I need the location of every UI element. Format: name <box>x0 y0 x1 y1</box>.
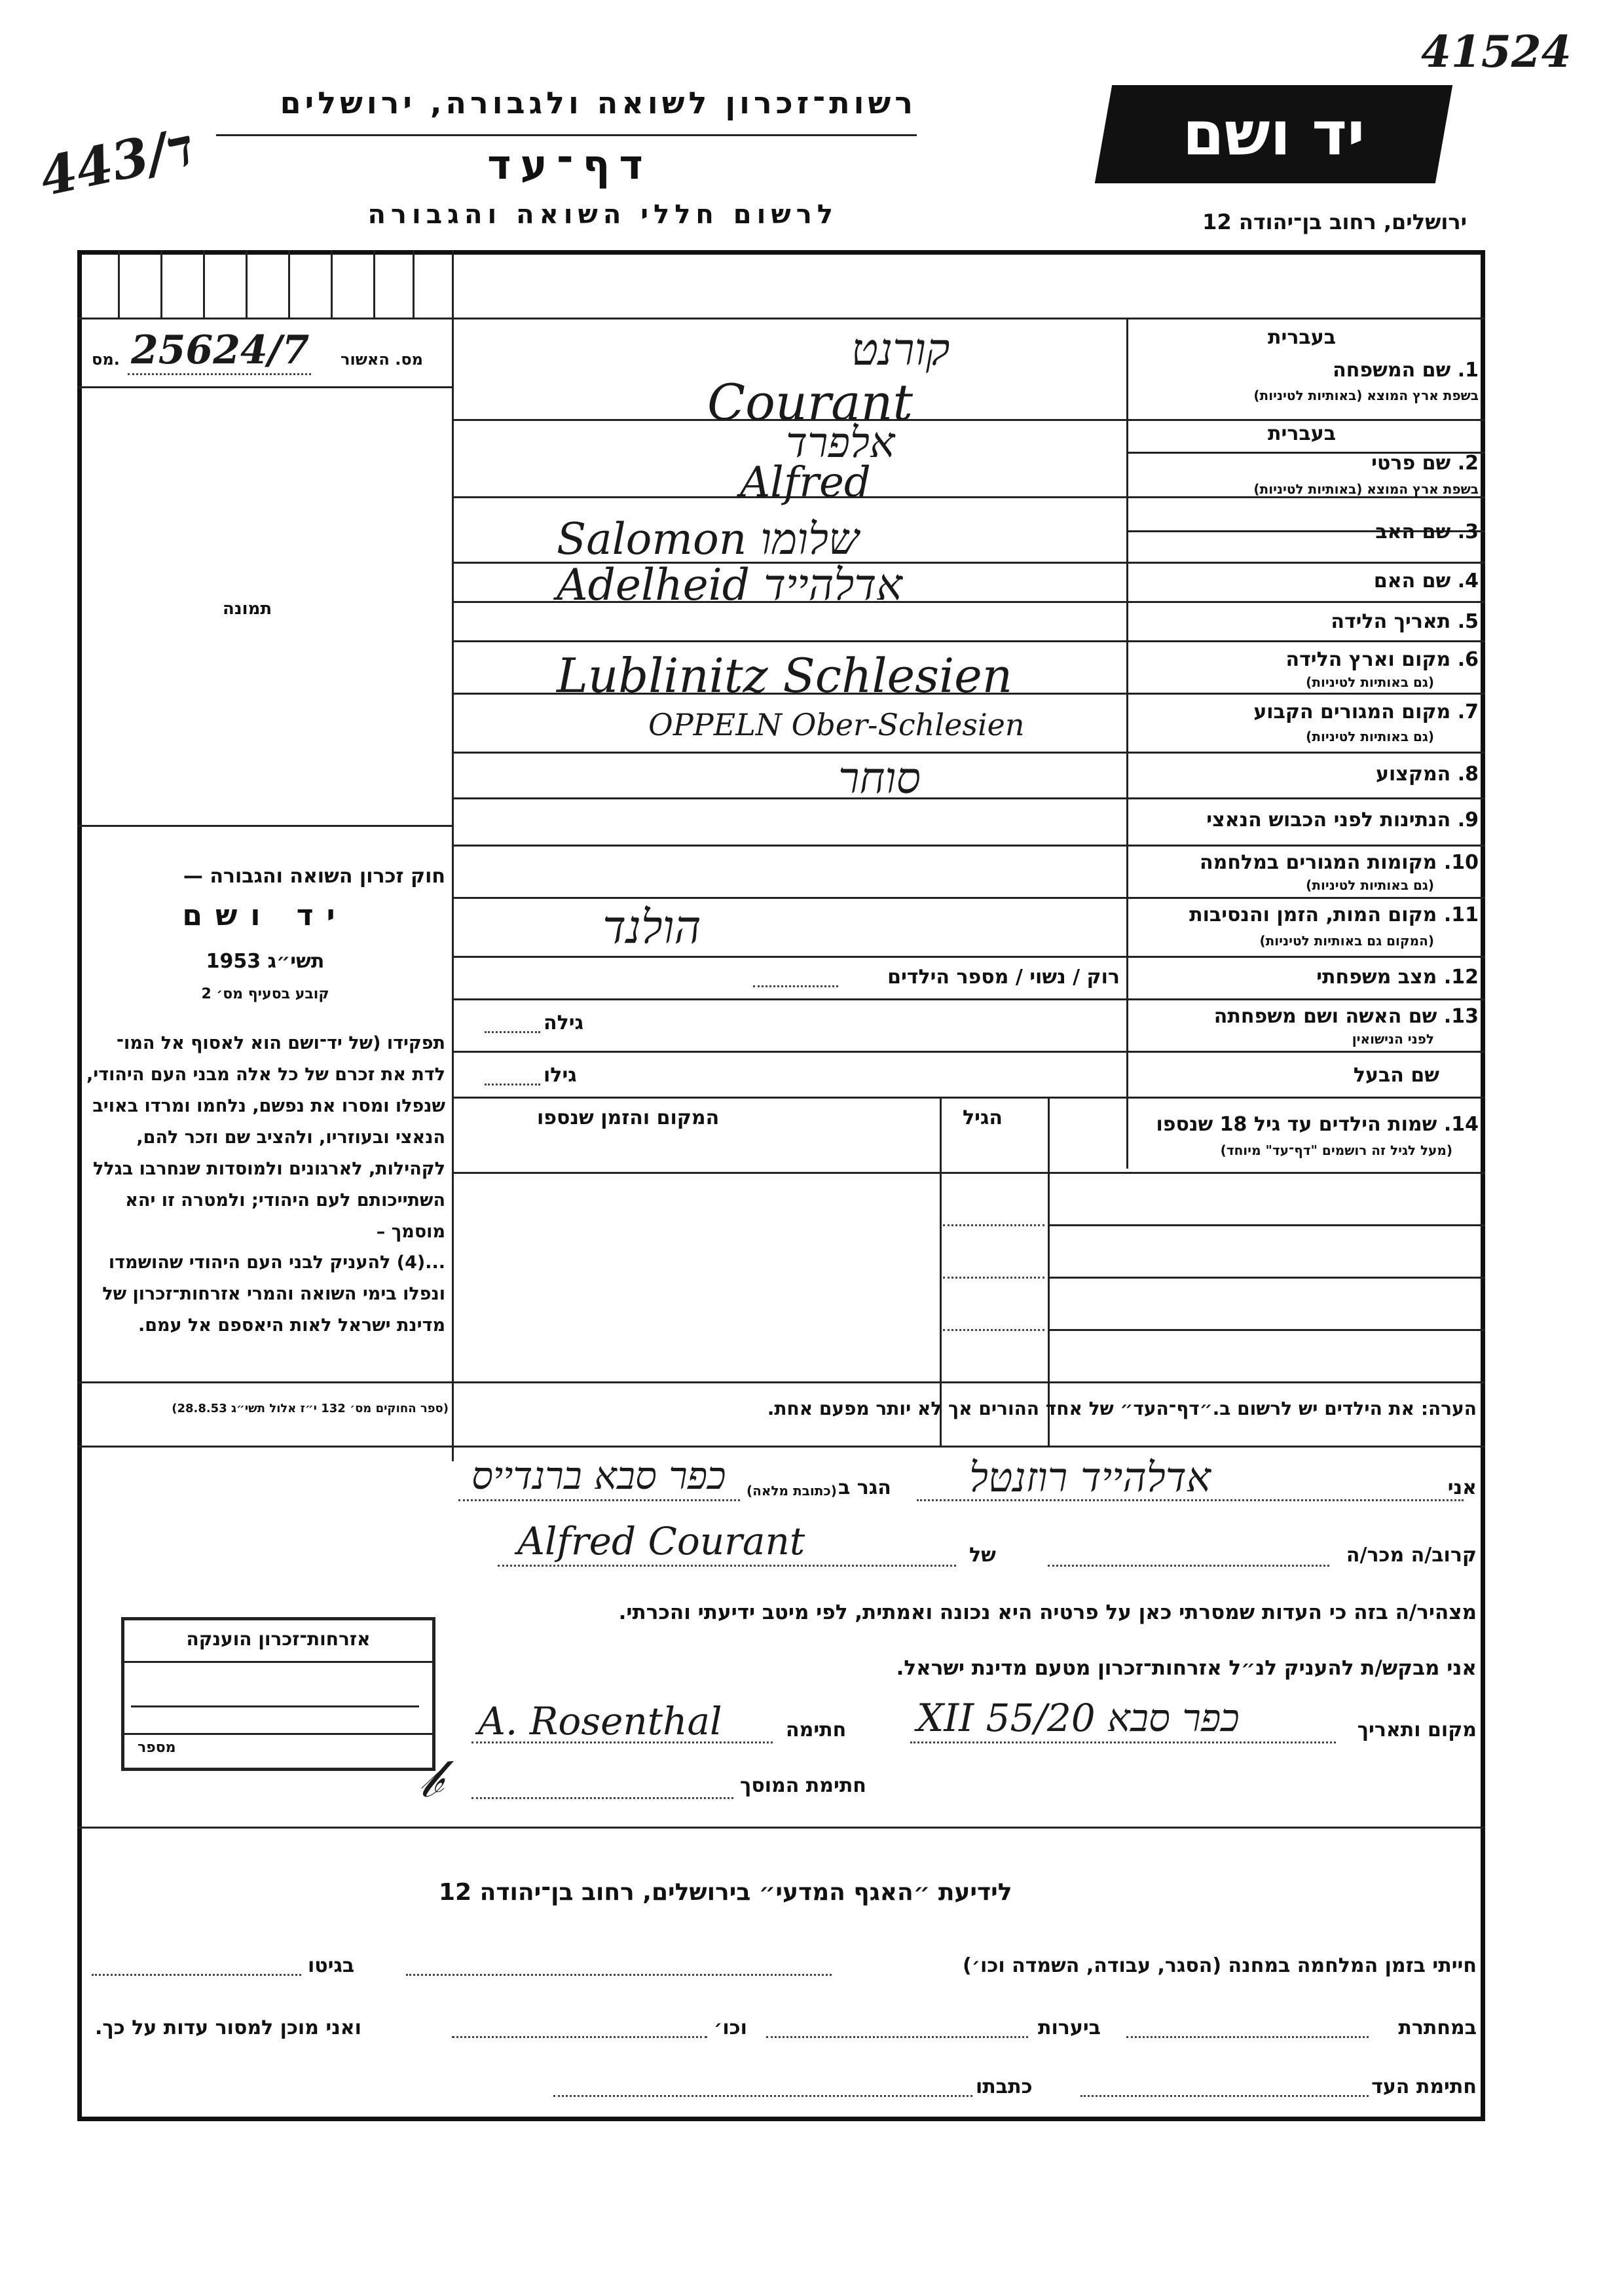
relative-label: קרוב/ה מכר/ה <box>1346 1544 1477 1567</box>
field-11-label <box>1189 903 1479 926</box>
signature-value: A. Rosenthal <box>478 1699 722 1743</box>
law-year: תשי״ג 1953 <box>206 950 325 973</box>
declarant-address: כפר סבא ברנדייס <box>471 1453 726 1498</box>
archive-number-top-left: 443/ד <box>34 115 200 208</box>
field-1-num: 1. <box>1457 359 1479 382</box>
field-1-latin-value: Courant <box>707 373 913 431</box>
field-2-num: 2. <box>1457 452 1479 475</box>
law-title: חוק זכרון השואה והגבורה — <box>183 865 445 888</box>
marital-status-options: רוק / נשוי / מספר הילדים <box>887 966 1120 989</box>
field-6-value: Lublinitz Schlesien <box>557 648 1013 703</box>
children-age-header: הגיל <box>963 1106 1003 1129</box>
receipt-label: מס. האשור <box>341 350 423 369</box>
archive-number-top-right: 41524 <box>1421 26 1572 77</box>
field-10-label <box>1200 851 1479 874</box>
receipt-number: 25624/7 <box>131 327 310 373</box>
field-11-value: הולנד <box>602 900 701 954</box>
field-5-text: תאריך הלידה <box>1331 610 1451 633</box>
field-4-label <box>1374 570 1479 592</box>
statement-1: מצהיר/ה בזה כי העדות שמסרתי כאן על פרטיה היא נכונה ואמתית, לפי מיטב ידיעתי והכרתי. <box>618 1601 1477 1624</box>
receipt-no-label: מס. <box>92 350 120 369</box>
field-2-label <box>1371 452 1479 475</box>
field-9-label <box>1206 809 1479 831</box>
field-8-label <box>1376 763 1479 786</box>
field-3-label <box>1375 520 1479 543</box>
form-subtitle: לרשום חללי השואה והגבורה <box>367 200 838 230</box>
field-7-value: OPPELN Ober-Schlesien <box>648 707 1025 742</box>
children-note: הערה: את הילדים יש לרשום ב.״דף־העד״ של אחד ההורים אך לא יותר מפעם אחת. <box>767 1398 1477 1419</box>
law-paragraph-2: ...(4) להעניק לבני העם היהודי שהושמדו ונפלו בימי השואה והמרי אזרחות־זכרון של מדינת ישראל לאות היאספם אל עמם. <box>102 1252 445 1336</box>
field-13-num: 13. <box>1443 1005 1479 1028</box>
field-2-latin-value: Alfred <box>740 458 871 507</box>
relative-of-value: Alfred Courant <box>517 1519 805 1563</box>
photo-label: תמונה <box>223 599 272 619</box>
field-12-num: 12. <box>1443 966 1479 989</box>
field-11-num: 11. <box>1443 903 1479 926</box>
sci-line2-start: במחתרת <box>1398 2016 1477 2039</box>
declaration-ani: אני <box>1447 1476 1477 1499</box>
field-11-note: (המקום גם באותיות לטיניות) <box>1259 933 1434 949</box>
field-14-label <box>1156 1113 1479 1136</box>
field-3-text: שם האב <box>1375 520 1451 543</box>
field-11-text: מקום המות, הזמן והנסיבות <box>1189 903 1437 926</box>
place-date-value: כפר סבא 20/XII 55 <box>917 1696 1240 1740</box>
sci-line1-end: בגיטו <box>308 1954 355 1977</box>
form-title: דף־עד <box>487 141 652 189</box>
field-4-text: שם האם <box>1373 570 1451 592</box>
field-5-num: 5. <box>1457 610 1479 633</box>
logo-text: יד ושם <box>1182 99 1365 169</box>
field-6-num: 6. <box>1457 648 1479 671</box>
law-paragraph-1: תפקידו (של יד־ושם הוא לאסוף אל המו־ לדת את זכרם של כל אלה מבני העם היהודי, שנפלו ומסרו את נפשם, נלחמו ומרדו באויב הנאצי ובעוזריו, ולהציב שם וזכר להם, לקהילות, לארגונים ולמוסדות שנחרבו בגלל השתייכותם לעם היהודי; ולמטרה זו יהא מוסמך – <box>86 1033 445 1242</box>
field-6-text: מקום וארץ הלידה <box>1285 648 1451 671</box>
citizenship-box-title: אזרחות־זכרון הוענקה <box>186 1628 371 1650</box>
law-citation: (ספר החוקים מס׳ 132 י״ז אלול תשי״ג 28.8.53) <box>172 1402 449 1415</box>
wife-age-label: גילה <box>544 1011 583 1034</box>
field-14-num: 14. <box>1443 1113 1479 1136</box>
scientific-title: לידיעת ״האגף המדעי״ בירושלים, רחוב בן־יהודה 12 <box>439 1879 1012 1906</box>
field-13-note: לפני הנישואין <box>1352 1031 1434 1047</box>
field-12-label <box>1316 966 1479 989</box>
husband-age-label: גילו <box>544 1064 577 1087</box>
field-3-value: Salomon שלומו <box>557 514 859 564</box>
citizenship-box <box>121 1617 435 1771</box>
place-date-label: מקום ותאריך <box>1357 1719 1477 1741</box>
field-9-num: 9. <box>1457 809 1479 831</box>
field-12-text: מצב משפחתי <box>1316 966 1437 989</box>
field-3-num: 3. <box>1457 520 1479 543</box>
authority-title: רשות־זכרון לשואה ולגבורה, ירושלים <box>280 85 917 120</box>
field-13-label <box>1214 1005 1479 1028</box>
official-signature-mark: 𝒷 <box>419 1748 442 1809</box>
field-1-hebrew-tag: בעברית <box>1268 326 1336 349</box>
sci-line1-label: חייתי בזמן המלחמה במחנה (הסגר, עבודה, השמדה וכו׳) <box>963 1954 1477 1977</box>
sci-line2-mid2: וכו׳ <box>714 2016 747 2039</box>
field-8-text: המקצוע <box>1375 763 1451 786</box>
field-13-text: שם האשה ושם משפחתה <box>1213 1005 1437 1028</box>
field-4-value: Adelheid אדלהייד <box>557 560 902 610</box>
field-2-hebrew-tag: בעברית <box>1268 422 1336 445</box>
sci-line2-end: ואני מוכן למסור עדות על כך. <box>95 2016 361 2039</box>
sci-line3-addr: כתבתו <box>976 2075 1033 2098</box>
field-1-hebrew-value: קורנט <box>851 324 950 376</box>
field-2-note: בשפת ארץ המוצא (באותיות לטיניות) <box>1253 481 1479 497</box>
field-1-label <box>1333 359 1479 382</box>
law-clause: קובע בסעיף מס׳ 2 <box>201 986 329 1002</box>
field-1-text: שם המשפחה <box>1333 359 1451 382</box>
signature-label: חתימה <box>786 1719 847 1741</box>
statement-2: אני מבקש/ת להעניק לנ״ל אזרחות־זכרון מטעם מדינת ישראל. <box>896 1656 1477 1680</box>
field-6-label <box>1286 648 1479 671</box>
declarant-name: אדלהייד רוזנטל <box>969 1453 1211 1501</box>
field-7-text: מקום המגורים הקבוע <box>1253 701 1451 723</box>
field-10-note: (גם באותיות לטיניות) <box>1306 877 1434 893</box>
citizenship-box-number-label: מספר <box>138 1740 176 1756</box>
sci-line3-sig: חתימת העד <box>1371 2075 1477 2098</box>
official-signature-label: חתימת המוסך <box>740 1774 866 1797</box>
field-14-note: (מעל לגיל זה רושמים "דף־עד" מיוחד) <box>1220 1142 1452 1158</box>
field-6-note: (גם באותיות לטיניות) <box>1306 674 1434 690</box>
sci-line2-mid1: ביערות <box>1038 2016 1101 2039</box>
children-place-header: המקום והזמן שנספו <box>537 1106 720 1129</box>
law-name: יד ושם <box>182 899 348 932</box>
field-1-note: בשפת ארץ המוצא (באותיות לטיניות) <box>1253 388 1479 403</box>
resident-label: הגר ב <box>838 1476 891 1499</box>
of-label: של <box>969 1544 996 1567</box>
field-14-text: שמות הילדים עד גיל 18 שנספו <box>1156 1113 1437 1136</box>
field-10-text: מקומות המגורים במלחמה <box>1200 851 1437 874</box>
field-5-label <box>1331 610 1479 633</box>
resident-note: (כתובת מלאה) <box>747 1483 837 1499</box>
field-7-note: (גם באותיות לטיניות) <box>1306 729 1434 744</box>
field-8-value: סוחר <box>838 753 921 803</box>
field-9-text: הנתינות לפני הכבוש הנאצי <box>1206 809 1451 831</box>
field-7-label <box>1253 701 1479 723</box>
field-2-text: שם פרטי <box>1371 452 1451 475</box>
field-10-num: 10. <box>1443 851 1479 874</box>
yad-vashem-logo <box>1095 85 1452 183</box>
field-2-hebrew-value: אלפרד <box>786 419 895 467</box>
field-4-num: 4. <box>1457 570 1479 592</box>
husband-label: שם הבעל <box>1353 1064 1439 1087</box>
field-8-num: 8. <box>1457 763 1479 786</box>
field-7-num: 7. <box>1457 701 1479 723</box>
address: ירושלים, רחוב בן־יהודה 12 <box>1202 210 1467 234</box>
